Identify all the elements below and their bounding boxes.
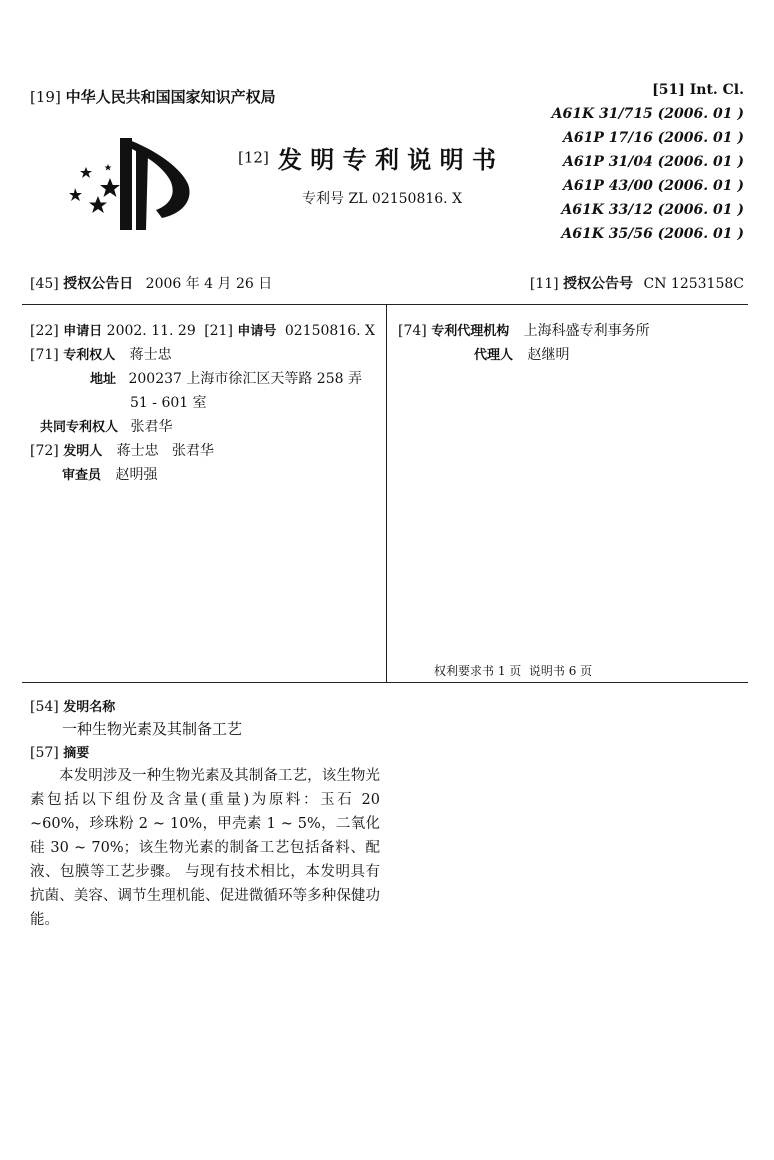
office-code: [19]	[30, 88, 61, 106]
ipc-entry: A61P 31/04 (2006. 01 )	[562, 154, 744, 170]
filing-code: [22]	[30, 323, 59, 339]
abstract-label: 摘要	[63, 746, 90, 761]
grant-number-value: CN 1253158C	[643, 276, 744, 292]
column-divider	[386, 304, 387, 682]
ipc-entry: A61P 43/00 (2006. 01 )	[562, 178, 744, 194]
grant-date-label: 授权公告日	[63, 276, 134, 292]
patentee-code: [71]	[30, 347, 59, 363]
classification-header	[652, 82, 744, 98]
ipc-entry: A61K 33/12 (2006. 01 )	[561, 202, 744, 218]
address-line-2: 51 - 601 室	[130, 395, 207, 411]
application-code: [21]	[204, 323, 233, 339]
grant-number-code: [11]	[529, 276, 559, 292]
filing-row	[30, 320, 375, 339]
patent-office-emblem-icon	[66, 130, 196, 230]
grant-number-label: 授权公告号	[563, 276, 634, 292]
agency-label: 专利代理机构	[431, 324, 510, 339]
filing-value: 2002. 11. 29	[106, 323, 196, 339]
filing-label: 申请日	[63, 324, 103, 339]
classification-code: [51]	[652, 82, 685, 98]
grant-date-value: 2006 年 4 月 26 日	[145, 276, 273, 292]
doc-type-code: [12]	[238, 148, 269, 167]
office-name: 中华人民共和国国家知识产权局	[65, 88, 276, 106]
agent-label: 代理人	[474, 348, 514, 363]
agent-value: 赵继明	[527, 347, 570, 363]
agency-row	[398, 320, 650, 340]
invention-name: 一种生物光素及其制备工艺	[62, 720, 243, 738]
page-count: 权利要求书 1 页 说明书 6 页	[434, 664, 593, 678]
ipc-entry: A61K 31/715 (2006. 01 )	[551, 106, 744, 122]
patentee-value: 蒋士忠	[129, 347, 172, 363]
agency-value: 上海科盛专利事务所	[523, 323, 650, 339]
doc-type-title: 发 明 专 利 说 明 书	[277, 146, 497, 174]
examiner-label: 审查员	[62, 468, 102, 483]
invention-name-code: [54]	[30, 699, 59, 715]
inventor-value: 蒋士忠 张君华	[116, 443, 215, 459]
address-line-1: 200237 上海市徐汇区天等路 258 弄	[128, 371, 362, 387]
inventor-code: [72]	[30, 443, 59, 459]
co-patentee-value: 张君华	[130, 419, 173, 435]
bottom-divider	[22, 682, 748, 683]
abstract-code: [57]	[30, 745, 59, 761]
co-patentee-row	[40, 416, 172, 436]
grant-number	[530, 273, 744, 293]
address-row	[90, 368, 362, 388]
agent-row	[474, 344, 569, 364]
ipc-entry: A61K 35/56 (2006. 01 )	[561, 226, 744, 242]
ipc-entry: A61P 17/16 (2006. 01 )	[562, 130, 744, 146]
patent-number: 专利号 ZL 02150816. X	[302, 191, 463, 207]
abstract-text: 本发明涉及一种生物光素及其制备工艺，该生物光素包括以下组份及含量(重量)为原料：玉石 20 ~60%，珍珠粉 2 ~ 10%，甲壳素 1 ~ 5%，二氧化硅 30 ~ 70%；该生物光素的制备工艺包括备料、配液、包膜等工艺步骤。 与现有技术相比，本发明具有抗菌、美容、调节生理机能、促进微循环等多种保健功能。	[30, 768, 380, 928]
office-header	[30, 86, 276, 107]
abstract-heading	[30, 742, 89, 761]
inventor-row	[30, 440, 214, 460]
invention-name-heading	[30, 696, 115, 715]
patentee-label: 专利权人	[63, 348, 116, 363]
classification-label: Int. Cl.	[689, 82, 744, 98]
examiner-value: 赵明强	[115, 467, 158, 483]
application-value: 02150816. X	[284, 323, 375, 339]
inventor-label: 发明人	[63, 444, 103, 459]
top-divider	[22, 304, 748, 305]
agency-code: [74]	[398, 323, 427, 339]
invention-name-label: 发明名称	[63, 700, 116, 715]
application-label: 申请号	[237, 324, 277, 339]
grant-date-code: [45]	[30, 276, 59, 292]
doc-type-block	[238, 140, 496, 175]
address-label: 地址	[90, 372, 117, 387]
examiner-row	[62, 464, 157, 484]
grant-date	[30, 273, 272, 293]
patentee-row	[30, 344, 172, 364]
co-patentee-label: 共同专利权人	[40, 420, 119, 435]
